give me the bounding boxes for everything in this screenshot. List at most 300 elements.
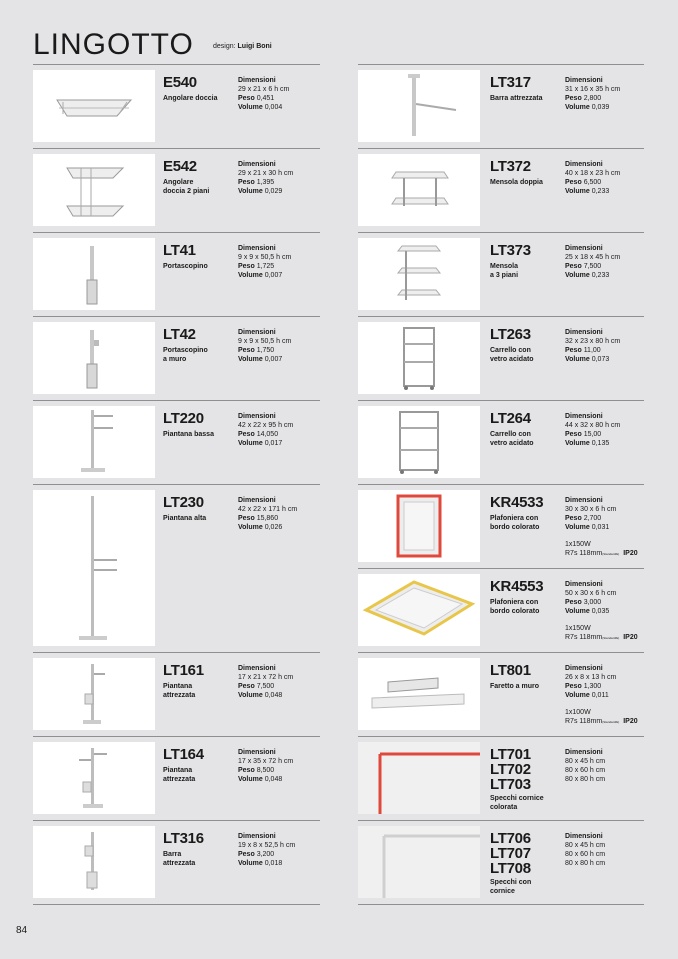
lamp-bulb: R7s 118mm	[565, 718, 603, 725]
weight-label: Peso	[565, 95, 582, 102]
volume-line	[565, 607, 616, 616]
size-option: 80 x 80 h cm	[565, 776, 606, 783]
product-code: LT801	[490, 662, 531, 679]
product-code: E542	[163, 158, 197, 175]
designer-credit	[213, 43, 272, 50]
designer-name: Luigi Boni	[237, 43, 272, 50]
product-image	[33, 658, 155, 730]
dims-value: 17 x 35 x 72 h cm	[238, 758, 294, 765]
product-code: LT220	[163, 410, 204, 427]
dims-value: 42 x 22 x 171 h cm	[238, 506, 298, 513]
product-name: Piantana attrezzata	[163, 767, 196, 783]
volume-line	[565, 187, 620, 196]
weight-value: 11,00	[583, 347, 601, 354]
divider	[33, 820, 320, 821]
volume-label: Volume	[238, 440, 263, 447]
weight-label: Peso	[238, 347, 255, 354]
lamp-note: (Standard/E)	[602, 720, 620, 724]
weight-line	[238, 94, 289, 103]
volume-value: 0,048	[264, 692, 283, 699]
weight-line	[565, 94, 620, 103]
product-code: LT373	[490, 242, 531, 259]
weight-line	[238, 850, 295, 859]
divider	[33, 484, 320, 485]
dims-label: Dimensioni	[238, 833, 276, 840]
weight-value: 7,500	[256, 683, 275, 690]
dims-label: Dimensioni	[565, 161, 603, 168]
weight-value: 1,725	[256, 263, 275, 270]
volume-line	[565, 439, 620, 448]
product-row	[33, 736, 320, 820]
divider	[358, 652, 644, 653]
dims-value: 9 x 9 x 50,5 h cm	[238, 254, 292, 261]
trolley-icon	[358, 322, 480, 394]
volume-line	[565, 103, 620, 112]
double-shelf-icon	[358, 154, 480, 226]
weight-label: Peso	[565, 683, 582, 690]
ceiling-light-yellow-icon	[358, 574, 480, 646]
volume-line	[238, 775, 293, 784]
product-specs	[565, 580, 616, 616]
wall-spotlight-icon	[358, 658, 480, 730]
weight-line	[565, 178, 620, 187]
weight-label: Peso	[238, 683, 255, 690]
dims-value: 42 x 22 x 95 h cm	[238, 422, 294, 429]
product-row	[33, 484, 320, 652]
product-row	[33, 316, 320, 400]
volume-value: 0,135	[591, 440, 610, 447]
weight-label: Peso	[238, 263, 255, 270]
product-name: Barra attrezzata	[490, 95, 543, 102]
dims-value: 31 x 16 x 35 h cm	[565, 86, 621, 93]
weight-line	[238, 766, 293, 775]
volume-label: Volume	[565, 524, 590, 531]
product-specs	[565, 496, 616, 532]
dims-value: 25 x 18 x 45 h cm	[565, 254, 621, 261]
divider	[358, 736, 644, 737]
product-row	[33, 820, 320, 905]
product-image	[358, 406, 480, 478]
product-name: Angolare doccia 2 piani	[163, 179, 210, 195]
volume-label: Volume	[238, 356, 263, 363]
weight-label: Peso	[565, 347, 582, 354]
weight-value: 1,750	[256, 347, 275, 354]
volume-value: 0,031	[591, 524, 610, 531]
volume-label: Volume	[238, 860, 263, 867]
divider	[33, 232, 320, 233]
product-name: Plafoniera con bordo colorato	[490, 515, 540, 531]
product-code: LT372	[490, 158, 531, 175]
weight-value: 8,500	[256, 767, 275, 774]
product-specs	[565, 328, 620, 364]
volume-line	[565, 355, 620, 364]
product-name: Piantana attrezzata	[163, 683, 196, 699]
product-row	[33, 64, 320, 148]
dims-value: 19 x 8 x 52,5 h cm	[238, 842, 296, 849]
volume-value: 0,048	[264, 776, 283, 783]
product-row	[358, 736, 644, 820]
product-row	[358, 64, 644, 148]
weight-line	[565, 346, 620, 355]
product-code: KR4533	[490, 494, 544, 511]
product-code: LT230	[163, 494, 204, 511]
product-row	[358, 484, 644, 568]
product-row	[33, 148, 320, 232]
dims-value: 29 x 21 x 30 h cm	[238, 170, 294, 177]
tall-towel-stand-icon	[33, 490, 155, 646]
product-image	[33, 70, 155, 142]
brand-title: LINGOTTO	[33, 28, 194, 61]
dims-label: Dimensioni	[565, 833, 603, 840]
product-specs	[565, 664, 616, 700]
volume-value: 0,018	[264, 860, 283, 867]
size-option: 80 x 60 h cm	[565, 851, 606, 858]
divider	[33, 652, 320, 653]
volume-line	[238, 187, 293, 196]
weight-label: Peso	[238, 179, 255, 186]
product-specs	[565, 76, 620, 112]
size-option: 80 x 45 h cm	[565, 842, 606, 849]
weight-line	[565, 598, 616, 607]
volume-label: Volume	[238, 776, 263, 783]
dims-label: Dimensioni	[565, 413, 603, 420]
lamp-power: 1x100W	[565, 709, 591, 716]
product-row	[358, 652, 644, 736]
wall-toilet-brush-icon	[33, 322, 155, 394]
volume-label: Volume	[565, 692, 590, 699]
weight-label: Peso	[565, 263, 582, 270]
divider	[33, 316, 320, 317]
dims-value: 50 x 30 x 6 h cm	[565, 590, 617, 597]
weight-line	[565, 514, 616, 523]
product-row	[358, 148, 644, 232]
divider	[33, 148, 320, 149]
product-image	[33, 742, 155, 814]
weight-line	[238, 430, 293, 439]
divider	[358, 232, 644, 233]
volume-label: Volume	[238, 692, 263, 699]
product-image	[33, 826, 155, 898]
weight-value: 1,395	[256, 179, 275, 186]
lamp-info	[565, 540, 638, 559]
mirror-colored-frame-icon	[358, 742, 480, 814]
product-specs	[238, 244, 291, 280]
product-name: Faretto a muro	[490, 683, 540, 690]
product-row	[33, 652, 320, 736]
product-name: Piantana bassa	[163, 431, 214, 438]
volume-line	[238, 439, 293, 448]
dims-value: 40 x 18 x 23 h cm	[565, 170, 621, 177]
product-code: KR4553	[490, 578, 544, 595]
page-number: 84	[16, 925, 28, 936]
product-image	[358, 826, 480, 898]
weight-value: 14,050	[256, 431, 279, 438]
product-name: Specchi cornice colorata	[490, 795, 544, 811]
product-image	[358, 238, 480, 310]
equipped-stand-icon	[33, 658, 155, 730]
weight-label: Peso	[238, 515, 255, 522]
dims-label: Dimensioni	[238, 413, 276, 420]
divider	[358, 904, 644, 905]
lamp-bulb-line	[565, 717, 638, 727]
volume-value: 0,029	[264, 188, 283, 195]
divider	[33, 736, 320, 737]
weight-label: Peso	[565, 431, 582, 438]
dims-value: 29 x 21 x 6 h cm	[238, 86, 290, 93]
weight-line	[238, 346, 291, 355]
product-row	[358, 232, 644, 316]
design-label: design:	[213, 43, 236, 50]
weight-value: 3,200	[256, 851, 275, 858]
product-specs	[238, 748, 293, 784]
product-specs	[565, 832, 605, 868]
weight-label: Peso	[565, 599, 582, 606]
volume-value: 0,233	[591, 188, 610, 195]
weight-label: Peso	[238, 95, 255, 102]
equipped-stand-2-icon	[33, 742, 155, 814]
volume-line	[238, 523, 297, 532]
product-name: Piantana alta	[163, 515, 207, 522]
volume-label: Volume	[238, 104, 263, 111]
weight-value: 0,451	[256, 95, 275, 102]
product-code: LT701 LT702 LT703	[490, 746, 531, 793]
product-row	[358, 568, 644, 652]
dims-label: Dimensioni	[238, 77, 276, 84]
divider	[358, 64, 644, 65]
ip-rating: IP20	[623, 550, 638, 557]
volume-label: Volume	[238, 272, 263, 279]
product-specs	[565, 244, 620, 280]
dims-label: Dimensioni	[565, 245, 603, 252]
volume-value: 0,035	[591, 608, 610, 615]
product-code: LT161	[163, 662, 204, 679]
product-specs	[238, 328, 291, 364]
weight-value: 3,000	[583, 599, 602, 606]
volume-label: Volume	[565, 356, 590, 363]
volume-label: Volume	[565, 272, 590, 279]
divider	[358, 820, 644, 821]
weight-line	[565, 430, 620, 439]
volume-line	[565, 523, 616, 532]
product-image	[358, 490, 480, 562]
low-towel-stand-icon	[33, 406, 155, 478]
dims-label: Dimensioni	[565, 749, 603, 756]
dims-value: 30 x 30 x 6 h cm	[565, 506, 617, 513]
weight-label: Peso	[565, 179, 582, 186]
weight-value: 2,700	[583, 515, 602, 522]
lamp-bulb: R7s 118mm	[565, 550, 603, 557]
volume-value: 0,026	[264, 524, 283, 531]
towel-bar-icon	[358, 70, 480, 142]
dims-label: Dimensioni	[565, 77, 603, 84]
divider	[33, 400, 320, 401]
mirror-frame-icon	[358, 826, 480, 898]
product-image	[358, 154, 480, 226]
size-option: 80 x 60 h cm	[565, 767, 606, 774]
weight-line	[565, 262, 620, 271]
product-image	[358, 70, 480, 142]
lamp-bulb-line	[565, 549, 638, 559]
product-name: Mensola doppia	[490, 179, 543, 186]
volume-value: 0,007	[264, 272, 283, 279]
dims-value: 17 x 21 x 72 h cm	[238, 674, 294, 681]
divider	[358, 568, 644, 569]
product-specs	[238, 412, 293, 448]
dims-label: Dimensioni	[238, 245, 276, 252]
product-row	[33, 232, 320, 316]
product-code: LT263	[490, 326, 531, 343]
product-code: LT316	[163, 830, 204, 847]
weight-line	[565, 682, 616, 691]
product-code: LT264	[490, 410, 531, 427]
product-specs	[565, 748, 605, 784]
volume-line	[238, 859, 295, 868]
product-name: Carrello con vetro acidato	[490, 347, 534, 363]
corner-shelf-icon	[33, 70, 155, 142]
weight-value: 2,800	[583, 95, 602, 102]
weight-value: 6,500	[583, 179, 602, 186]
weight-line	[238, 178, 293, 187]
weight-line	[238, 514, 297, 523]
volume-line	[238, 355, 291, 364]
size-option: 80 x 80 h cm	[565, 860, 606, 867]
ip-rating: IP20	[623, 634, 638, 641]
volume-value: 0,007	[264, 356, 283, 363]
dims-label: Dimensioni	[565, 581, 603, 588]
product-code: LT317	[490, 74, 531, 91]
dims-label: Dimensioni	[238, 161, 276, 168]
product-specs	[238, 496, 297, 532]
product-name: Portascopino a muro	[163, 347, 208, 363]
dims-label: Dimensioni	[238, 749, 276, 756]
volume-label: Volume	[238, 524, 263, 531]
double-corner-shelf-icon	[33, 154, 155, 226]
product-row	[358, 316, 644, 400]
divider	[358, 148, 644, 149]
product-image	[33, 238, 155, 310]
dims-label: Dimensioni	[238, 497, 276, 504]
weight-label: Peso	[238, 851, 255, 858]
volume-label: Volume	[565, 104, 590, 111]
product-image	[33, 154, 155, 226]
product-specs	[238, 160, 293, 196]
toilet-brush-icon	[33, 238, 155, 310]
equipped-bar-icon	[33, 826, 155, 898]
divider	[358, 316, 644, 317]
weight-label: Peso	[565, 515, 582, 522]
dims-label: Dimensioni	[565, 329, 603, 336]
volume-label: Volume	[565, 440, 590, 447]
product-code: LT41	[163, 242, 196, 259]
product-specs	[238, 76, 289, 112]
volume-line	[565, 271, 620, 280]
product-name: Mensola a 3 piani	[490, 263, 519, 279]
lamp-note: (Standard/E)	[602, 636, 620, 640]
weight-line	[238, 262, 291, 271]
volume-value: 0,073	[591, 356, 610, 363]
volume-label: Volume	[238, 188, 263, 195]
volume-line	[238, 691, 293, 700]
volume-value: 0,039	[591, 104, 610, 111]
lamp-bulb-line	[565, 633, 638, 643]
dims-value: 44 x 32 x 80 h cm	[565, 422, 621, 429]
product-image	[358, 574, 480, 646]
volume-line	[238, 103, 289, 112]
volume-label: Volume	[565, 188, 590, 195]
volume-line	[565, 691, 616, 700]
divider	[33, 904, 320, 905]
weight-label: Peso	[238, 431, 255, 438]
product-name: Portascopino	[163, 263, 208, 270]
weight-line	[238, 682, 293, 691]
lamp-bulb: R7s 118mm	[565, 634, 603, 641]
lamp-info	[565, 708, 638, 727]
volume-label: Volume	[565, 608, 590, 615]
dims-label: Dimensioni	[238, 665, 276, 672]
product-code: LT706 LT707 LT708	[490, 830, 531, 877]
weight-value: 1,300	[583, 683, 602, 690]
product-specs	[238, 832, 295, 868]
product-code: E540	[163, 74, 197, 91]
volume-line	[238, 271, 291, 280]
product-name: Specchi con cornice	[490, 879, 532, 895]
dims-label: Dimensioni	[238, 329, 276, 336]
product-name: Angolare doccia	[163, 95, 218, 102]
dims-value: 32 x 23 x 80 h cm	[565, 338, 621, 345]
product-code: LT164	[163, 746, 204, 763]
product-specs	[565, 412, 620, 448]
product-image	[33, 322, 155, 394]
lamp-power: 1x150W	[565, 541, 591, 548]
dims-label: Dimensioni	[565, 497, 603, 504]
large-trolley-icon	[358, 406, 480, 478]
dims-value: 26 x 8 x 13 h cm	[565, 674, 617, 681]
product-name: Carrello con vetro acidato	[490, 431, 534, 447]
weight-label: Peso	[238, 767, 255, 774]
product-row	[33, 400, 320, 484]
dims-label: Dimensioni	[565, 665, 603, 672]
ip-rating: IP20	[623, 718, 638, 725]
product-specs	[238, 664, 293, 700]
volume-value: 0,233	[591, 272, 610, 279]
volume-value: 0,017	[264, 440, 283, 447]
weight-value: 15,00	[583, 431, 602, 438]
lamp-note: (Standard/E)	[602, 552, 620, 556]
product-row	[358, 400, 644, 484]
weight-value: 15,860	[256, 515, 279, 522]
product-image	[358, 658, 480, 730]
product-image	[358, 742, 480, 814]
divider	[33, 64, 320, 65]
ceiling-light-red-icon	[358, 490, 480, 562]
divider	[358, 400, 644, 401]
product-name: Barra attrezzata	[163, 851, 196, 867]
triple-shelf-icon	[358, 238, 480, 310]
product-image	[33, 490, 155, 646]
product-row	[358, 820, 644, 905]
lamp-power: 1x150W	[565, 625, 591, 632]
product-specs	[565, 160, 620, 196]
product-image	[358, 322, 480, 394]
lamp-info	[565, 624, 638, 643]
divider	[358, 484, 644, 485]
product-code: LT42	[163, 326, 196, 343]
product-image	[33, 406, 155, 478]
volume-value: 0,004	[264, 104, 283, 111]
volume-value: 0,011	[591, 692, 609, 699]
size-option: 80 x 45 h cm	[565, 758, 606, 765]
dims-value: 9 x 9 x 50,5 h cm	[238, 338, 292, 345]
